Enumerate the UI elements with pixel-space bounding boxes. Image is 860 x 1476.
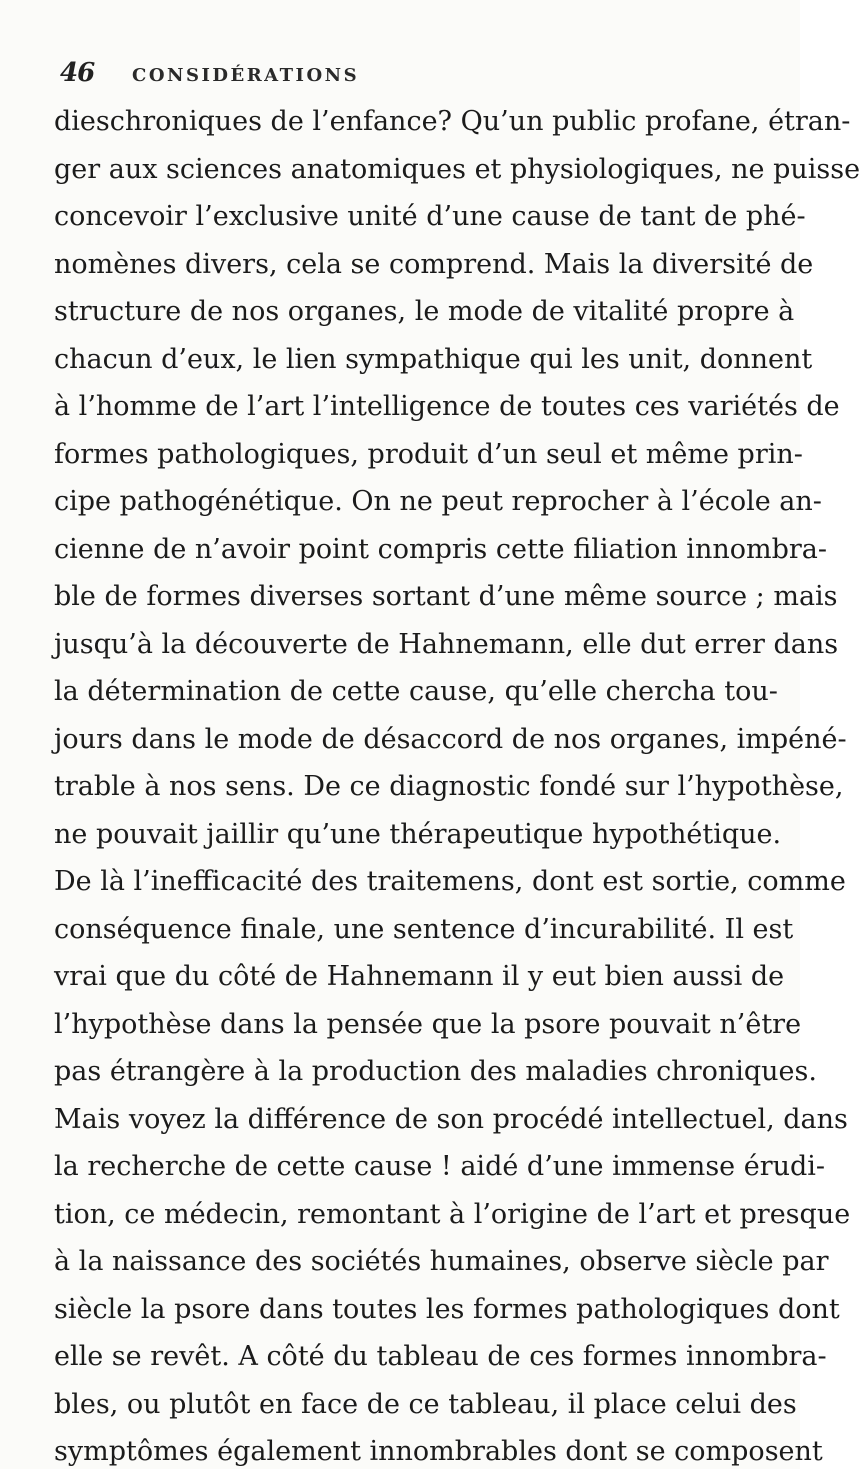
text-line: cienne de n’avoir point compris cette filiation innombra- <box>54 533 827 565</box>
text-line: structure de nos organes, le mode de vitalité propre à <box>54 296 795 327</box>
text-line: l’hypothèse dans la pensée que la psore pouvait n’être <box>54 1008 802 1040</box>
text-line: pas étrangère à la production des maladies chroniques. <box>54 1056 817 1087</box>
text-line: symptômes également innombrables dont se composent <box>54 1436 823 1467</box>
text-line: vrai que du côté de Hahnemann il y eut bien aussi de <box>54 961 785 992</box>
text-line: jours dans le mode de désaccord de nos organes, impéné- <box>54 723 847 755</box>
text-line: elle se revêt. A côté du tableau de ces formes innombra- <box>54 1341 827 1372</box>
text-line: conséquence finale, une sentence d’incurabilité. Il est <box>54 913 794 945</box>
page-header <box>60 58 780 98</box>
text-line: chacun d’eux, le lien sympathique qui les unit, donnent <box>54 343 813 375</box>
running-title: CONSIDÉRATIONS <box>132 65 360 86</box>
text-line: à l’homme de l’art l’intelligence de toutes ces variétés de <box>54 391 840 422</box>
body-text <box>54 98 860 1476</box>
text-line: ne pouvait jaillir qu’une thérapeutique hypothétique. <box>54 818 782 850</box>
text-line: De là l’inefficacité des traitemens, dont est sortie, comme <box>54 866 846 897</box>
text-line: siècle la psore dans toutes les formes pathologiques dont <box>54 1293 840 1325</box>
text-line: concevoir l’exclusive unité d’une cause de tant de phé- <box>54 201 806 232</box>
text-line: tion, ce médecin, remontant à l’origine de l’art et presque <box>54 1198 851 1230</box>
text-line: jusqu’à la découverte de Hahnemann, elle dut errer dans <box>54 628 839 660</box>
text-line: ger aux sciences anatomiques et physiologiques, ne puisse <box>54 153 860 185</box>
text-line: Mais voyez la différence de son procédé intellectuel, dans <box>54 1103 848 1135</box>
text-line: trable à nos sens. De ce diagnostic fondé sur l’hypothèse, <box>54 771 844 802</box>
page-number: 46 <box>60 58 95 88</box>
text-line: cipe pathogénétique. On ne peut reprocher à l’école an- <box>54 486 822 517</box>
text-line: bles, ou plutôt en face de ce tableau, il place celui des <box>54 1388 797 1420</box>
text-line: ble de formes diverses sortant d’une même source ; mais <box>54 581 838 612</box>
text-line: nomènes divers, cela se comprend. Mais la diversité de <box>54 248 814 280</box>
text-line: dieschroniques de l’enfance? Qu’un public profane, étran- <box>54 106 851 137</box>
text-line: la recherche de cette cause ! aidé d’une immense érudi- <box>54 1151 826 1182</box>
text-line: la détermination de cette cause, qu’elle chercha tou- <box>54 676 778 707</box>
text-line: à la naissance des sociétés humaines, observe siècle par <box>54 1246 829 1277</box>
text-line: formes pathologiques, produit d’un seul et même prin- <box>54 438 803 470</box>
